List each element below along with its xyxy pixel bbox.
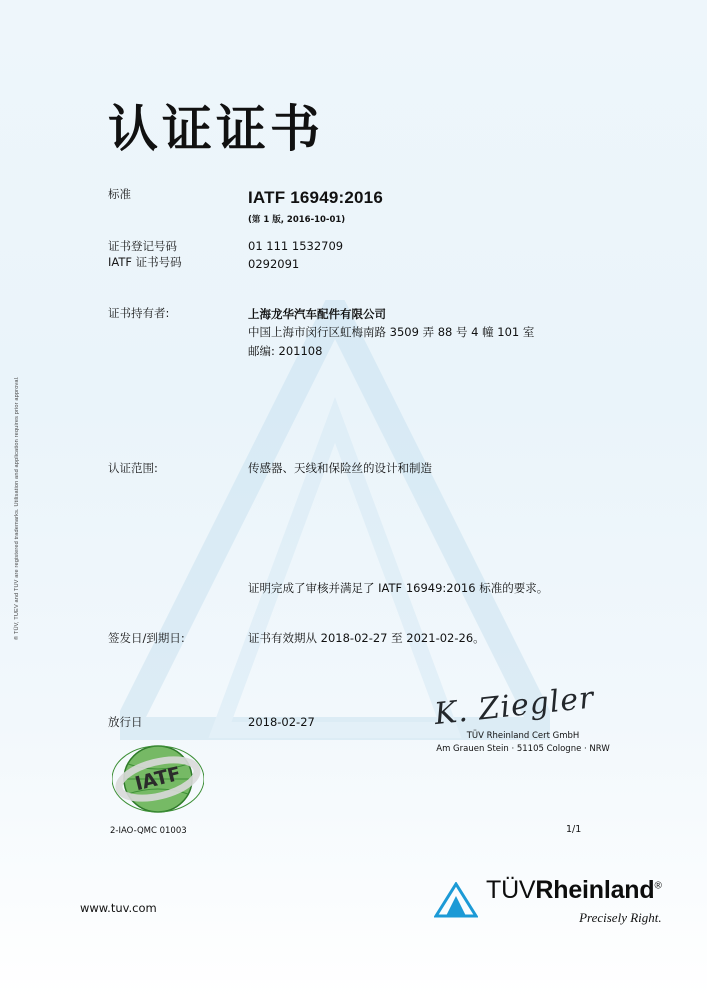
issue-row	[108, 630, 485, 647]
release-value: 2018-02-27	[248, 715, 315, 729]
standard-row	[108, 186, 383, 226]
holder-address: 中国上海市闵行区虹梅南路 3509 弄 88 号 4 幢 101 室	[248, 325, 535, 340]
holder-row	[108, 305, 534, 360]
tuv-rheinland-logo	[434, 878, 662, 924]
signature-org-line1: TÜV Rheinland Cert GmbH	[466, 731, 580, 741]
brand-tagline: Precisely Right.	[579, 910, 662, 925]
tuv-triangle-icon	[434, 882, 478, 918]
reg-no-value: 01 111 1532709	[248, 239, 344, 253]
signature-org-line2: Am Grauen Stein · 51105 Cologne · NRW	[436, 743, 610, 754]
reg-no-label: 证书登记号码	[108, 239, 177, 253]
scope-value: 传感器、天线和保险丝的设计和制造	[248, 461, 432, 475]
page-title: 认证证书	[108, 100, 324, 158]
issue-value: 证书有效期从 2018-02-27 至 2021-02-26。	[248, 631, 485, 645]
holder-company: 上海龙华汽车配件有限公司	[248, 307, 386, 321]
standard-edition: (第 1 版, 2016-10-01)	[248, 214, 346, 225]
page-number: 1/1	[566, 824, 582, 835]
registered-mark: ®	[654, 880, 662, 892]
holder-postcode: 邮编: 201108	[248, 343, 323, 358]
standard-label: 标准	[108, 187, 131, 201]
watermark-triangle-icon	[120, 300, 550, 740]
scope-row	[108, 460, 432, 477]
brand-rheinland: Rheinland	[535, 876, 655, 904]
release-row	[108, 714, 315, 731]
brand-tuv: TÜV	[486, 876, 536, 904]
signature-block	[418, 680, 628, 756]
registration-row	[108, 238, 343, 274]
seal-code: 2-IAO-QMC 01003	[110, 826, 187, 836]
svg-text:IATF: IATF	[132, 762, 184, 796]
iatf-no-value: 0292091	[248, 256, 300, 271]
signature-script: K. Ziegler	[432, 680, 597, 733]
footer-url[interactable]: www.tuv.com	[80, 901, 157, 915]
issue-label: 签发日/到期日:	[108, 631, 185, 645]
holder-label: 证书持有者:	[108, 306, 170, 320]
scope-label: 认证范围:	[108, 461, 158, 475]
iatf-seal-icon	[112, 742, 204, 816]
release-label: 放行日	[108, 715, 143, 729]
iatf-no-label: IATF 证书号码	[108, 255, 182, 269]
conformity-statement: 证明完成了审核并满足了 IATF 16949:2016 标准的要求。	[248, 581, 549, 595]
side-legal-note: ® TÜV, TUEV and TUV are registered trademarks. Utilisation and application requires prior approval.	[14, 376, 20, 640]
standard-name: IATF 16949:2016	[248, 188, 383, 207]
